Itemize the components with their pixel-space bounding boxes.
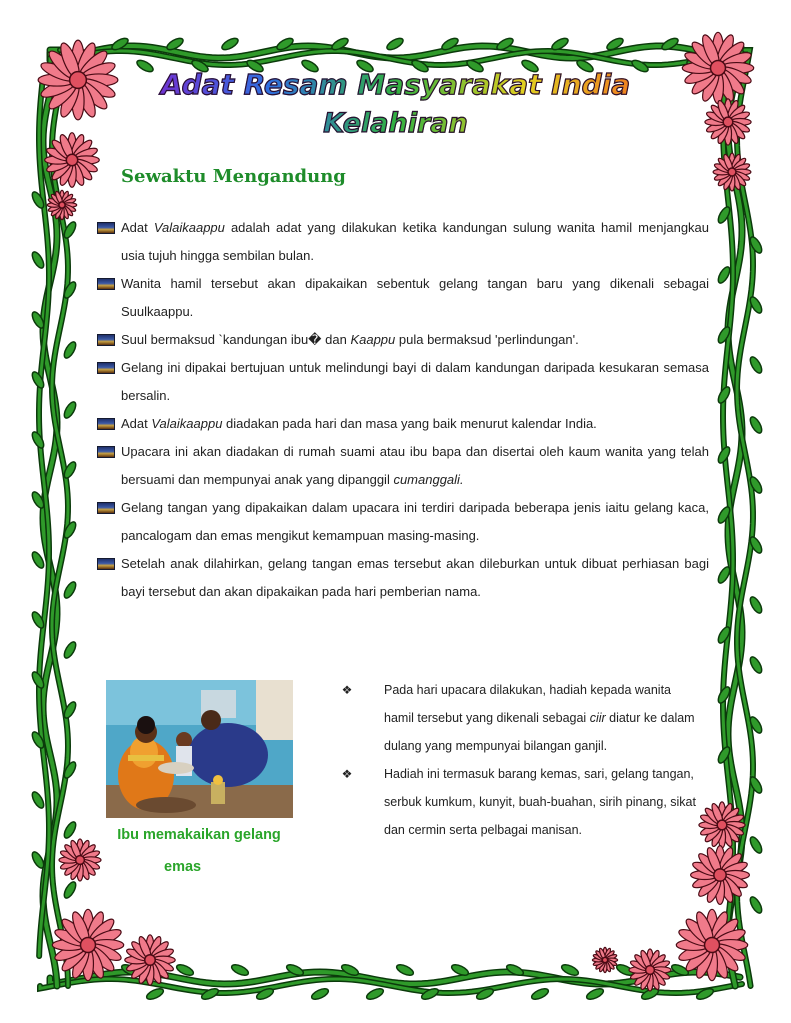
leaf-shape	[748, 895, 764, 915]
leaf-shape	[748, 835, 764, 855]
page-subtitle-text: Kelahiran	[323, 108, 468, 139]
photo-caption	[104, 819, 294, 883]
text-run: Adat	[121, 220, 154, 235]
photo-caption-line2: emas	[164, 859, 202, 875]
pink-flower	[47, 190, 76, 219]
leaf-shape	[62, 820, 78, 840]
leaf-shape	[365, 987, 385, 1002]
bullet-image-icon	[97, 278, 115, 290]
pink-flower	[52, 909, 123, 980]
pink-flower	[629, 949, 671, 991]
section-heading: Sewaktu Mengandung	[121, 166, 346, 187]
bullet-image-icon	[97, 222, 115, 234]
text-run: Valaikaappu	[151, 416, 223, 431]
leaf-shape	[530, 987, 550, 1002]
leaf-shape	[310, 987, 330, 1002]
diamond-bullet-icon: ❖	[341, 767, 353, 781]
bullet-image-icon	[97, 502, 115, 514]
bullet-image-icon	[97, 446, 115, 458]
gift-item	[338, 676, 698, 760]
bullet-item	[97, 326, 709, 354]
main-bullet-list	[97, 214, 709, 606]
pink-flower	[592, 947, 617, 972]
bullet-item	[97, 354, 709, 410]
leaf-shape	[230, 963, 250, 978]
leaf-shape	[30, 250, 46, 270]
leaf-shape	[748, 655, 764, 675]
leaf-shape	[385, 36, 405, 52]
text-run: Suul bermaksud `kandungan ibu� dan	[121, 332, 351, 347]
bullet-item	[97, 410, 709, 438]
leaf-shape	[145, 987, 165, 1002]
bullet-item	[97, 214, 709, 270]
bullet-item	[97, 550, 709, 606]
text-run: Setelah anak dilahirkan, gelang tangan emas tersebut akan dileburkan untuk dibuat perhiasan bagi bayi tersebut dan akan dipakaikan pada hari pemberian nama.	[121, 556, 709, 599]
pink-flower	[45, 133, 100, 188]
text-run: diatur ke dalam dulang yang mempunyai bilangan ganjil.	[384, 711, 695, 753]
bullet-item	[97, 270, 709, 326]
bullet-image-icon	[97, 418, 115, 430]
leaf-shape	[716, 265, 732, 285]
diamond-bullet-icon: ❖	[341, 683, 353, 697]
leaf-shape	[716, 385, 732, 405]
leaf-shape	[62, 400, 78, 420]
pink-flower	[691, 846, 750, 905]
text-run: Hadiah ini termasuk barang kemas, sari, gelang tangan, serbuk kumkum, kunyit, buah-buahan, sirih pinang, sikat dan cermin serta pelbagai manisan.	[384, 767, 696, 837]
text-run: cumanggali.	[393, 472, 464, 487]
page-title: Adat Resam Masyarakat India	[0, 68, 791, 101]
leaf-shape	[62, 340, 78, 360]
gift-item	[338, 760, 698, 844]
text-run: Kaappu	[350, 332, 396, 347]
text-run: Pada hari upacara dilakukan, hadiah kepada wanita hamil tersebut yang dikenali sebagai	[384, 683, 672, 725]
gift-bullet-list	[338, 676, 698, 844]
text-run: adalah adat yang dilakukan ketika kandungan sulung wanita hamil menjangkau usia tujuh hingga sembilan bulan.	[121, 220, 710, 263]
leaf-shape	[62, 640, 78, 660]
text-run: Adat	[121, 416, 152, 431]
leaf-shape	[748, 415, 764, 435]
leaf-shape	[30, 430, 46, 450]
leaf-shape	[30, 550, 46, 570]
bullet-image-icon	[97, 558, 115, 570]
leaf-shape	[200, 987, 220, 1002]
leaf-shape	[62, 880, 78, 900]
ceremony-photo	[106, 680, 293, 818]
pink-flower	[699, 802, 745, 848]
leaf-shape	[748, 355, 764, 375]
bullet-item	[97, 438, 709, 494]
photo-caption-line1: Ibu memakaikan gelang	[117, 827, 281, 843]
leaf-shape	[560, 963, 580, 978]
leaf-shape	[220, 36, 240, 52]
text-run: Gelang ini dipakai bertujuan untuk melindungi bayi di dalam kandungan daripada kesukaran semasa bersalin.	[121, 360, 709, 403]
text-run: Gelang tangan yang dipakaikan dalam upacara ini terdiri daripada beberapa jenis iaitu gelang kaca, pancalogam dan emas mengikut kemampuan masing-masing.	[121, 500, 709, 543]
text-run: diadakan pada hari dan masa yang baik menurut kalendar India.	[222, 416, 597, 431]
leaf-shape	[30, 850, 46, 870]
bullet-image-icon	[97, 334, 115, 346]
leaf-shape	[716, 445, 732, 465]
text-run: ciir	[589, 711, 606, 725]
leaf-shape	[62, 580, 78, 600]
bullet-image-icon	[97, 362, 115, 374]
pink-flower	[676, 909, 747, 980]
leaf-shape	[395, 963, 415, 978]
pink-flower	[713, 153, 751, 191]
text-run: pula bermaksud 'perlindungan'.	[395, 332, 579, 347]
bullet-item	[97, 494, 709, 550]
leaf-shape	[748, 595, 764, 615]
pink-flower	[59, 839, 101, 881]
pink-flower	[125, 935, 175, 985]
leaf-shape	[585, 987, 605, 1002]
text-run: Wanita hamil tersebut akan dipakaikan sebentuk gelang tangan baru yang dikenali sebagai Suulkaappu.	[121, 276, 709, 319]
page-subtitle	[0, 108, 791, 139]
text-run: Upacara ini akan diadakan di rumah suami atau ibu bapa dan disertai oleh kaum wanita yang telah bersuami dan mempunyai anak yang dipanggil	[121, 444, 709, 487]
leaf-shape	[30, 790, 46, 810]
text-run: Valaikaappu	[153, 220, 225, 235]
